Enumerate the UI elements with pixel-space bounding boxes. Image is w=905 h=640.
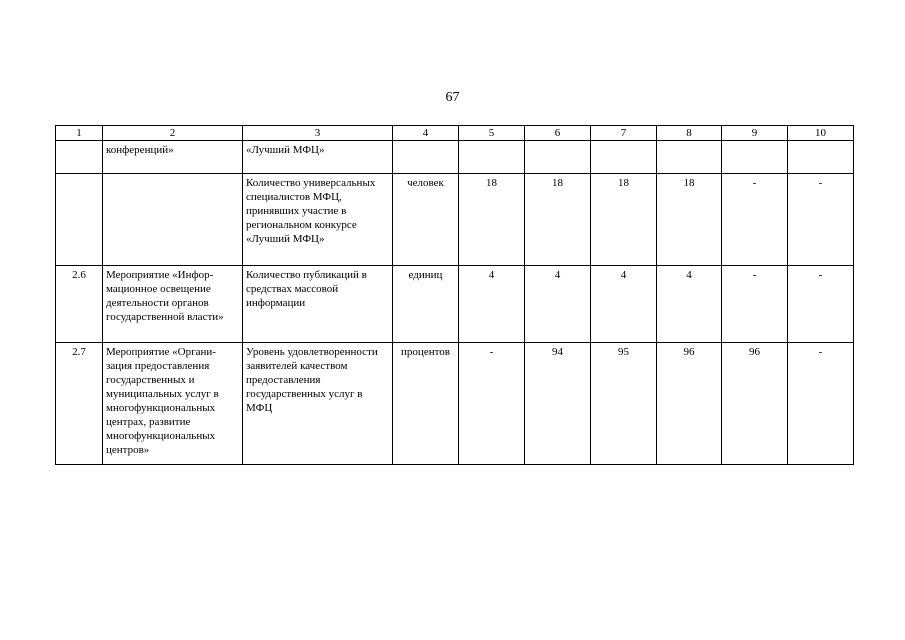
value-cell [525, 141, 591, 174]
value-cell: - [788, 343, 854, 465]
page-number: 67 [445, 90, 460, 105]
header-cell: 1 [56, 126, 103, 141]
event-cell: Мероприятие «Органи-зация предоставления государственных и муниципальных услуг в многофункциональных центрах, развитие многофункциональных центров» [103, 343, 243, 465]
value-cell: - [722, 266, 788, 343]
header-cell: 3 [243, 126, 393, 141]
value-cell: 4 [459, 266, 525, 343]
value-cell [788, 141, 854, 174]
table-header-row [56, 126, 854, 141]
unit-cell: процентов [393, 343, 459, 465]
row-number-cell: 2.6 [56, 266, 103, 343]
table-row [56, 343, 854, 465]
table-row [56, 141, 854, 174]
value-cell: 18 [591, 174, 657, 266]
event-cell: Мероприятие «Инфор-мационное освещение деятельности органов государственной власти» [103, 266, 243, 343]
value-cell [657, 141, 722, 174]
header-cell: 2 [103, 126, 243, 141]
indicator-cell: Уровень удовлетворенности заявителей качеством предоставления государственных услуг в МФЦ [243, 343, 393, 465]
table-row [56, 174, 854, 266]
unit-cell: единиц [393, 266, 459, 343]
header-cell: 5 [459, 126, 525, 141]
value-cell: 4 [525, 266, 591, 343]
table-row [56, 266, 854, 343]
value-cell [459, 141, 525, 174]
value-cell: - [788, 266, 854, 343]
indicator-cell: Количество публикаций в средствах массовой информации [243, 266, 393, 343]
header-cell: 10 [788, 126, 854, 141]
indicator-cell: Количество универсальных специалистов МФЦ, принявших участие в региональном конкурсе «Лучший МФЦ» [243, 174, 393, 266]
unit-cell: человек [393, 174, 459, 266]
value-cell: 95 [591, 343, 657, 465]
value-cell: 4 [657, 266, 722, 343]
value-cell: 18 [459, 174, 525, 266]
header-cell: 6 [525, 126, 591, 141]
value-cell: 96 [722, 343, 788, 465]
value-cell: 96 [657, 343, 722, 465]
header-cell: 4 [393, 126, 459, 141]
value-cell [722, 141, 788, 174]
value-cell [591, 141, 657, 174]
value-cell: 4 [591, 266, 657, 343]
event-cell: конференций» [103, 141, 243, 174]
unit-cell [393, 141, 459, 174]
value-cell: - [459, 343, 525, 465]
value-cell: - [722, 174, 788, 266]
value-cell: 18 [525, 174, 591, 266]
value-cell: - [788, 174, 854, 266]
event-cell [103, 174, 243, 266]
row-number-cell [56, 174, 103, 266]
header-cell: 9 [722, 126, 788, 141]
row-number-cell [56, 141, 103, 174]
value-cell: 18 [657, 174, 722, 266]
header-cell: 8 [657, 126, 722, 141]
header-cell: 7 [591, 126, 657, 141]
indicators-table [55, 125, 854, 465]
indicator-cell: «Лучший МФЦ» [243, 141, 393, 174]
value-cell: 94 [525, 343, 591, 465]
row-number-cell: 2.7 [56, 343, 103, 465]
